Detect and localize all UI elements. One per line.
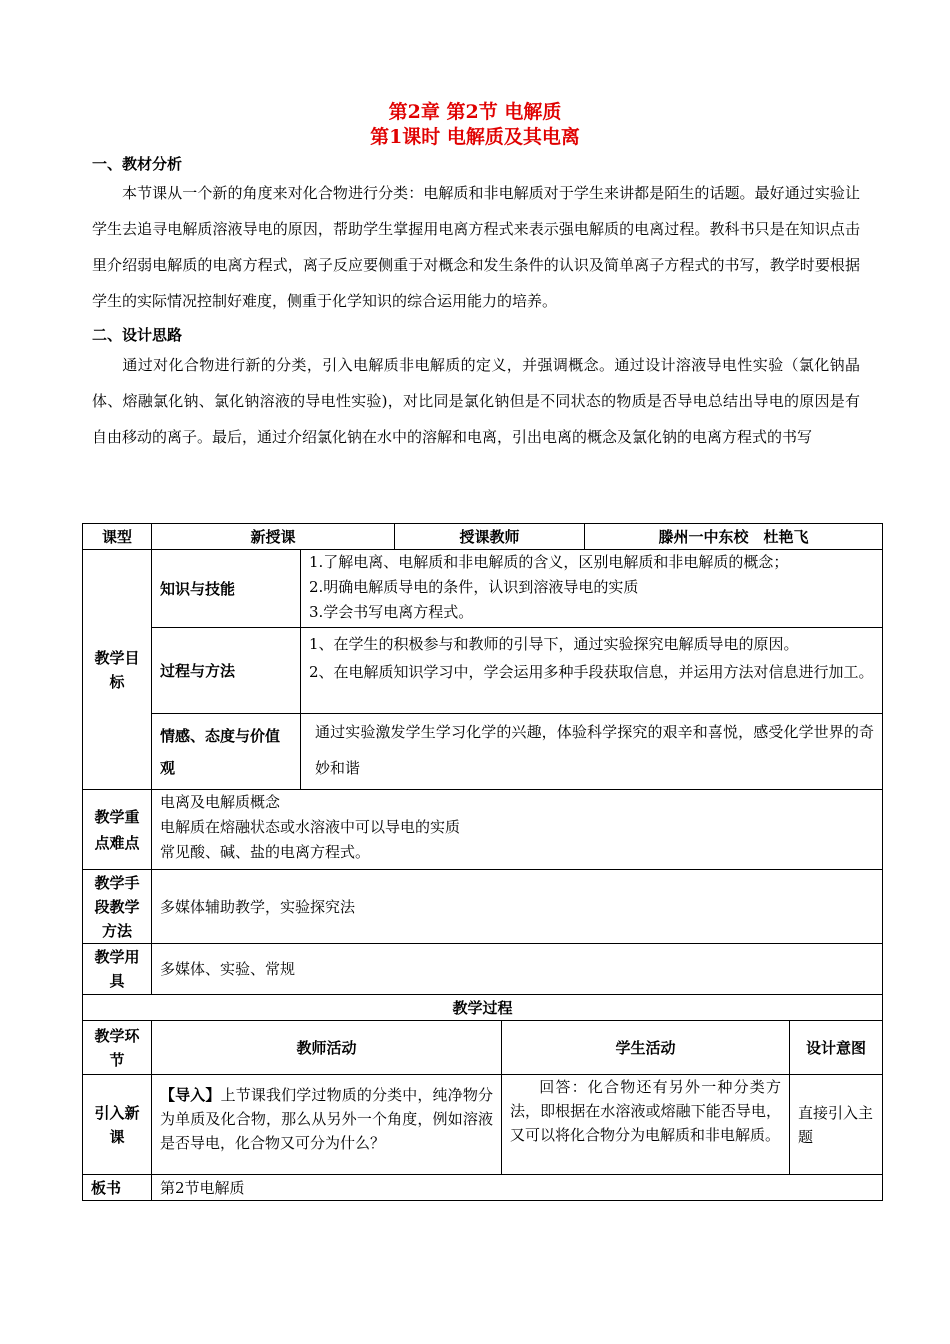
process-content — [301, 628, 883, 714]
board-label: 板书 — [83, 1175, 152, 1201]
keypoint-item: 电离及电解质概念 — [160, 793, 281, 811]
process-item: 2、在电解质知识学习中，学会运用多种手段获取信息，并运用方法对信息进行加工。 — [309, 663, 874, 681]
col-teacher-header: 教师活动 — [152, 1021, 502, 1075]
knowledge-item: 2.明确电解质导电的条件，认识到溶液导电的实质 — [309, 578, 639, 596]
knowledge-content — [301, 550, 883, 628]
methods-content: 多媒体辅助教学，实验探究法 — [152, 870, 883, 944]
tools-label: 教学用具 — [83, 944, 152, 995]
process-label: 过程与方法 — [152, 628, 301, 714]
row1-design-intent: 直接引入主题 — [790, 1075, 883, 1175]
emotion-row — [83, 714, 883, 790]
col-student-header: 学生活动 — [502, 1021, 790, 1075]
process-item: 1、在学生的积极参与和教师的引导下，通过实验探究电解质导电的原因。 — [309, 635, 799, 653]
section2-heading: 二、设计思路 — [92, 326, 183, 344]
emotion-content: 通过实验激发学生学习化学的兴趣，体验科学探究的艰辛和喜悦，感受化学世界的奇妙和谐 — [301, 714, 883, 790]
col-stage-header: 教学环节 — [83, 1021, 152, 1075]
process-header-row — [83, 1021, 883, 1075]
goals-label: 教学目标 — [83, 550, 152, 790]
emotion-label: 情感、态度与价值观 — [152, 714, 301, 790]
process-title: 教学过程 — [83, 995, 883, 1021]
methods-row — [83, 870, 883, 944]
keypoints-label: 教学重点难点 — [83, 790, 152, 870]
section1-body: 本节课从一个新的角度来对化合物进行分类：电解质和非电解质对于学生来讲都是陌生的话题。最好通过实验让学生去追寻电解质溶液导电的原因，帮助学生掌握用电离方程式来表示强电解质的电离过程。教科书只是在知识点击里介绍弱电解质的电离方程式，离子反应要侧重于对概念和发生条件的认识及简单离子方程式的书写，教学时要根据学生的实际情况控制好难度，侧重于化学知识的综合运用能力的培养。 — [92, 184, 860, 310]
teacher-value: 滕州一中东校 杜艳飞 — [585, 524, 883, 550]
lesson-plan-table — [82, 523, 883, 1201]
course-type-value: 新授课 — [152, 524, 395, 550]
process-title-row — [83, 995, 883, 1021]
keypoint-item: 电解质在熔融状态或水溶液中可以导电的实质 — [160, 818, 461, 836]
col-intent-header: 设计意图 — [790, 1021, 883, 1075]
board-row — [83, 1175, 883, 1201]
title-line-1: 第2章 第2节 电解质 — [388, 101, 562, 123]
keypoints-row — [83, 790, 883, 870]
teacher-label: 授课教师 — [395, 524, 585, 550]
title-line-2: 第1课时 电解质及其电离 — [370, 126, 580, 148]
keypoint-item: 常见酸、碱、盐的电离方程式。 — [160, 843, 371, 861]
row1-student-activity: 回答：化合物还有另外一种分类方法，即根据在水溶液或熔融下能否导电，又可以将化合物分为电解质和非电解质。 — [502, 1075, 790, 1175]
process-row-intro — [83, 1075, 883, 1175]
course-type-label: 课型 — [83, 524, 152, 550]
row1-stage: 引入新课 — [83, 1075, 152, 1175]
knowledge-item: 1.了解电离、电解质和非电解质的含义，区别电解质和非电解质的概念； — [309, 553, 789, 571]
knowledge-label: 知识与技能 — [152, 550, 301, 628]
section1-heading: 一、教材分析 — [92, 155, 183, 173]
methods-label: 教学手段教学方法 — [83, 870, 152, 944]
course-row — [83, 524, 883, 550]
tools-content: 多媒体、实验、常规 — [152, 944, 883, 995]
row1-teacher-activity: 【导入】上节课我们学过物质的分类中，纯净物分为单质及化合物，那么从另外一个角度，例如溶液是否导电，化合物又可分为什么？ — [152, 1075, 502, 1175]
knowledge-row — [83, 550, 883, 628]
section2-body: 通过对化合物进行新的分类，引入电解质非电解质的定义，并强调概念。通过设计溶液导电性实验（氯化钠晶体、熔融氯化钠、氯化钠溶液的导电性实验)，对比同是氯化钠但是不同状态的物质是否导电总结出导电的原因是有自由移动的离子。最后，通过介绍氯化钠在水中的溶解和电离，引出电离的概念及氯化钠的电离方程式的书写 — [92, 356, 860, 446]
process-row — [83, 628, 883, 714]
keypoints-content — [152, 790, 883, 870]
import-tag: 【导入】 — [160, 1086, 221, 1104]
knowledge-item: 3.学会书写电离方程式。 — [309, 603, 474, 621]
board-content: 第2节电解质 — [152, 1175, 883, 1201]
tools-row — [83, 944, 883, 995]
